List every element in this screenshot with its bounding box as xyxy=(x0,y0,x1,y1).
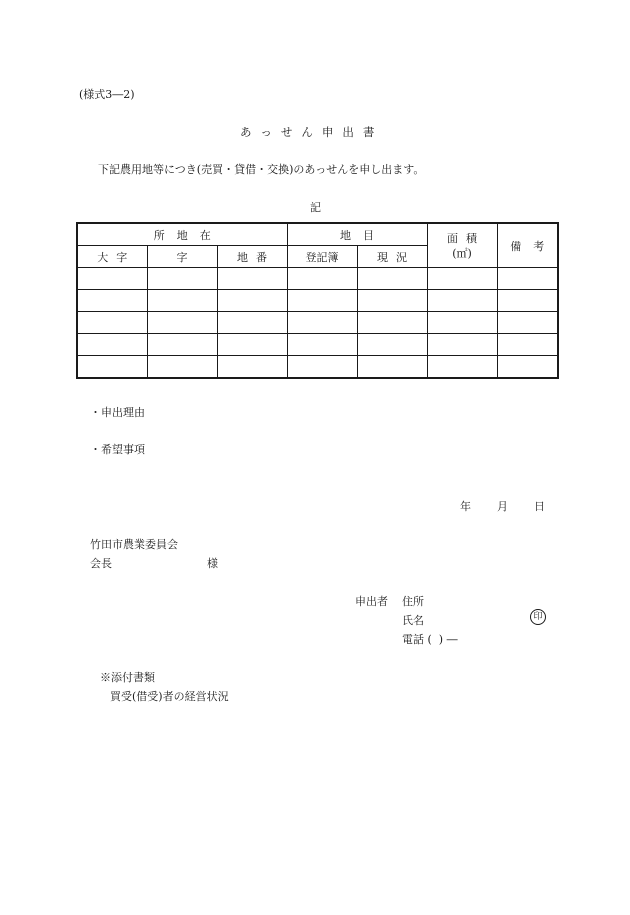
table-cell[interactable] xyxy=(427,290,497,312)
name-label: 氏名 xyxy=(402,614,424,627)
table-cell[interactable] xyxy=(77,290,147,312)
committee-name: 竹田市農業委員会 xyxy=(90,538,178,551)
land-table xyxy=(76,222,559,379)
table-row xyxy=(77,290,558,312)
phone-label: 電話 ( ) ― xyxy=(402,633,458,646)
table-cell[interactable] xyxy=(427,312,497,334)
form-number: (様式3―2) xyxy=(79,88,135,101)
table-cell[interactable] xyxy=(427,268,497,290)
table-cell[interactable] xyxy=(217,268,287,290)
table-cell[interactable] xyxy=(77,312,147,334)
header-location: 所地在 xyxy=(77,223,287,246)
table-cell[interactable] xyxy=(147,312,217,334)
table-cell[interactable] xyxy=(497,356,558,379)
table-cell[interactable] xyxy=(217,356,287,379)
chair-label: 会長 xyxy=(90,557,112,570)
table-row xyxy=(77,268,558,290)
table-cell[interactable] xyxy=(147,334,217,356)
ki-label: 記 xyxy=(310,201,321,214)
table-cell[interactable] xyxy=(357,268,427,290)
table-row xyxy=(77,334,558,356)
table-cell[interactable] xyxy=(497,268,558,290)
attachment-item: 買受(借受)者の経営状況 xyxy=(110,690,229,703)
honorific: 様 xyxy=(207,557,218,570)
header-chiban: 地番 xyxy=(217,246,287,268)
day-label: 日 xyxy=(534,500,545,513)
table-cell[interactable] xyxy=(147,268,217,290)
table-cell[interactable] xyxy=(287,312,357,334)
table-cell[interactable] xyxy=(217,290,287,312)
table-cell[interactable] xyxy=(287,268,357,290)
applicant-label: 申出者 xyxy=(355,595,388,608)
table-row xyxy=(77,356,558,379)
table-cell[interactable] xyxy=(357,356,427,379)
table-cell[interactable] xyxy=(217,312,287,334)
table-cell[interactable] xyxy=(357,290,427,312)
header-touki: 登記簿 xyxy=(287,246,357,268)
table-cell[interactable] xyxy=(357,334,427,356)
table-cell[interactable] xyxy=(497,312,558,334)
table-cell[interactable] xyxy=(77,334,147,356)
table-cell[interactable] xyxy=(77,356,147,379)
hope-label: ・希望事項 xyxy=(90,443,145,456)
year-label: 年 xyxy=(460,500,471,513)
table-row xyxy=(77,312,558,334)
header-aza: 字 xyxy=(147,246,217,268)
date-line xyxy=(460,498,545,514)
attachments-title: ※添付書類 xyxy=(100,671,155,684)
intro-text: 下記農用地等につき(売買・貸借・交換)のあっせんを申し出ます。 xyxy=(98,163,425,176)
table-cell[interactable] xyxy=(287,356,357,379)
month-label: 月 xyxy=(497,500,508,513)
table-cell[interactable] xyxy=(147,356,217,379)
header-oaza: 大字 xyxy=(77,246,147,268)
table-cell[interactable] xyxy=(287,334,357,356)
seal-icon: 印 xyxy=(530,609,546,625)
document-title: あっせん申出書 xyxy=(240,125,384,139)
header-category: 地目 xyxy=(287,223,427,246)
table-cell[interactable] xyxy=(217,334,287,356)
address-label: 住所 xyxy=(402,595,424,608)
table-cell[interactable] xyxy=(497,290,558,312)
table-cell[interactable] xyxy=(77,268,147,290)
header-area: 面積 (㎡) xyxy=(427,223,497,268)
header-remarks: 備考 xyxy=(497,223,558,268)
header-genkyo: 現況 xyxy=(357,246,427,268)
table-cell[interactable] xyxy=(427,356,497,379)
table-cell[interactable] xyxy=(287,290,357,312)
reason-label: ・申出理由 xyxy=(90,406,145,419)
table-cell[interactable] xyxy=(497,334,558,356)
table-cell[interactable] xyxy=(357,312,427,334)
table-cell[interactable] xyxy=(427,334,497,356)
table-cell[interactable] xyxy=(147,290,217,312)
